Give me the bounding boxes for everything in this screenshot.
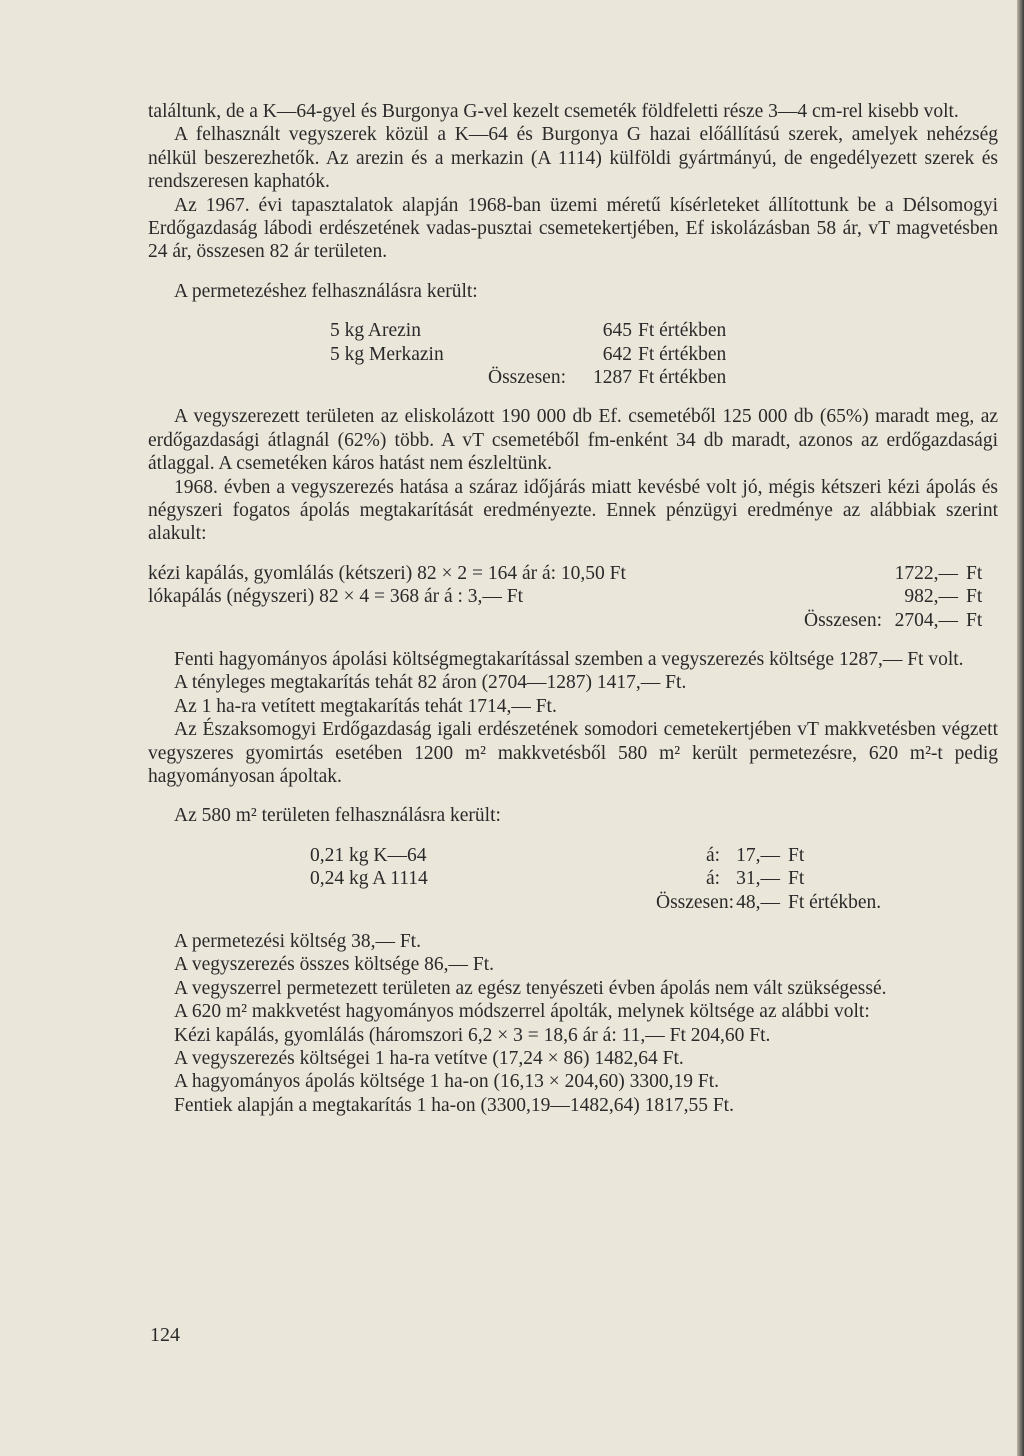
- unit-cell: Ft értékben: [638, 343, 727, 365]
- paragraph: Fenti hagyományos ápolási költségmegtakarítással szemben a vegyszerezés költsége 1287,— Ft volt.: [174, 649, 964, 671]
- unit-cell: Ft: [966, 562, 983, 584]
- total-unit: Ft: [966, 609, 983, 631]
- paragraph: 1968. évben a vegyszerezés hatása a száraz időjárás miatt kevésbé volt jó, mégis kétszeri kézi ápolás és négyszeri fogatos ápolás megtakarítását eredményezte. Ennek pénzügyi eredménye az alábbiak szerint alakult:: [148, 476, 998, 545]
- item-cell: 0,24 kg A 1114: [310, 868, 428, 890]
- total-amount: 1287: [593, 367, 632, 389]
- page-body: [148, 100, 998, 1117]
- paragraph: Kézi kapálás, gyomlálás (háromszori 6,2 × 3 = 18,6 ár á: 11,— Ft 204,60 Ft.: [174, 1024, 771, 1046]
- rate-cell: á:: [706, 868, 721, 890]
- unit-cell: Ft: [788, 868, 805, 890]
- paragraph: A felhasznált vegyszerek közül a K—64 és Burgonya G hazai előállítású szerek, amelyek nehézség nélkül beszerezhetők. Az arezin és a merkazin (A 1114) külföldi gyártmányú, de engedélyezett szerek és rendszeresen kaphatók.: [148, 124, 998, 193]
- total-label: Összesen:: [656, 891, 734, 913]
- page-edge-shadow: [1017, 0, 1024, 1456]
- table-row: [148, 844, 998, 867]
- paragraph: A vegyszerezés összes költsége 86,— Ft.: [174, 954, 495, 976]
- item-cell: 0,21 kg K—64: [310, 844, 427, 866]
- unit-cell: Ft értékben: [638, 320, 727, 342]
- desc-cell: lókapálás (négyszeri) 82 × 4 = 368 ár á : 3,— Ft: [148, 586, 524, 608]
- table-total-row: [148, 366, 998, 389]
- table-row: [148, 319, 998, 342]
- total-unit: Ft értékben.: [788, 891, 882, 913]
- paragraph: Az 580 m² területen felhasználásra került:: [174, 805, 501, 827]
- rate-cell: á:: [706, 844, 721, 866]
- table-row: [148, 585, 998, 608]
- page-number: 124: [150, 1324, 180, 1346]
- paragraph: A permetezéshez felhasználásra került:: [174, 280, 478, 302]
- care-cost-table: [148, 562, 998, 632]
- item-cell: 5 kg Merkazin: [330, 343, 444, 365]
- item-cell: 5 kg Arezin: [330, 320, 421, 342]
- paragraph: Az 1967. évi tapasztalatok alapján 1968-ban üzemi méretű kísérleteket állítottunk be a Délsomogyi Erdőgazdaság lábodi erdészetének vadas-pusztai csemetekertjében, Ef iskolázásban 58 ár, vT magvetésben 24 ár, összesen 82 ár területen.: [148, 194, 998, 263]
- paragraph: A vegyszerrel permetezett területen az egész tenyészeti évben ápolás nem vált szükségessé.: [174, 977, 887, 999]
- paragraph: Fentiek alapján a megtakarítás 1 ha-on (3300,19—1482,64) 1817,55 Ft.: [174, 1094, 734, 1116]
- value-cell: 31,—: [736, 868, 780, 890]
- total-unit: Ft értékben: [638, 367, 727, 389]
- paragraph: A tényleges megtakarítás tehát 82 áron (2704—1287) 1417,— Ft.: [174, 672, 687, 694]
- paragraph: Az 1 ha-ra vetített megtakarítás tehát 1714,— Ft.: [174, 695, 557, 717]
- paragraph: találtunk, de a K—64-gyel és Burgonya G-vel kezelt csemeték földfeletti része 3—4 cm-rel kisebb volt.: [148, 101, 959, 122]
- paragraph: A vegyszerezés költségei 1 ha-ra vetítve (17,24 × 86) 1482,64 Ft.: [174, 1048, 684, 1070]
- value-cell: 1722,—: [894, 562, 958, 584]
- material-cost-table: [148, 319, 998, 389]
- total-label: Összesen:: [804, 609, 882, 631]
- value-cell: 982,—: [904, 586, 958, 608]
- chemical-cost-table: [148, 844, 998, 914]
- table-total-row: [148, 891, 998, 914]
- value-cell: 17,—: [736, 844, 780, 866]
- total-value: 2704,—: [894, 609, 958, 631]
- total-label: Összesen:: [488, 367, 566, 389]
- paragraph: Az Északsomogyi Erdőgazdaság igali erdészetének somodori cemetekertjében vT makkvetésben végzett vegyszeres gyomirtás esetében 1200 m² makkvetésből 580 m² került permetezésre, 620 m²-t pedig hagyományosan ápoltak.: [148, 719, 998, 788]
- paragraph: A hagyományos ápolás költsége 1 ha-on (16,13 × 204,60) 3300,19 Ft.: [174, 1071, 720, 1093]
- unit-cell: Ft: [788, 844, 805, 866]
- amount-cell: 645: [602, 320, 632, 342]
- amount-cell: 642: [602, 343, 632, 365]
- table-total-row: [148, 609, 998, 632]
- table-row: [148, 562, 998, 585]
- paragraph: A permetezési költség 38,— Ft.: [174, 931, 421, 953]
- unit-cell: Ft: [966, 586, 983, 608]
- table-row: [148, 867, 998, 890]
- table-row: [148, 343, 998, 366]
- paragraph: A vegyszerezett területen az eliskolázott 190 000 db Ef. csemetéből 125 000 db (65%) maradt meg, az erdőgazdasági átlagnál (62%) több. A vT csemetéből fm-enként 34 db maradt, azonos az erdőgazdasági átlaggal. A csemetéken káros hatást nem észleltünk.: [148, 406, 998, 475]
- total-value: 48,—: [736, 891, 780, 913]
- desc-cell: kézi kapálás, gyomlálás (kétszeri) 82 × 2 = 164 ár á: 10,50 Ft: [148, 562, 626, 584]
- paragraph: A 620 m² makkvetést hagyományos módszerrel ápolták, melynek költsége az alábbi volt:: [174, 1001, 870, 1023]
